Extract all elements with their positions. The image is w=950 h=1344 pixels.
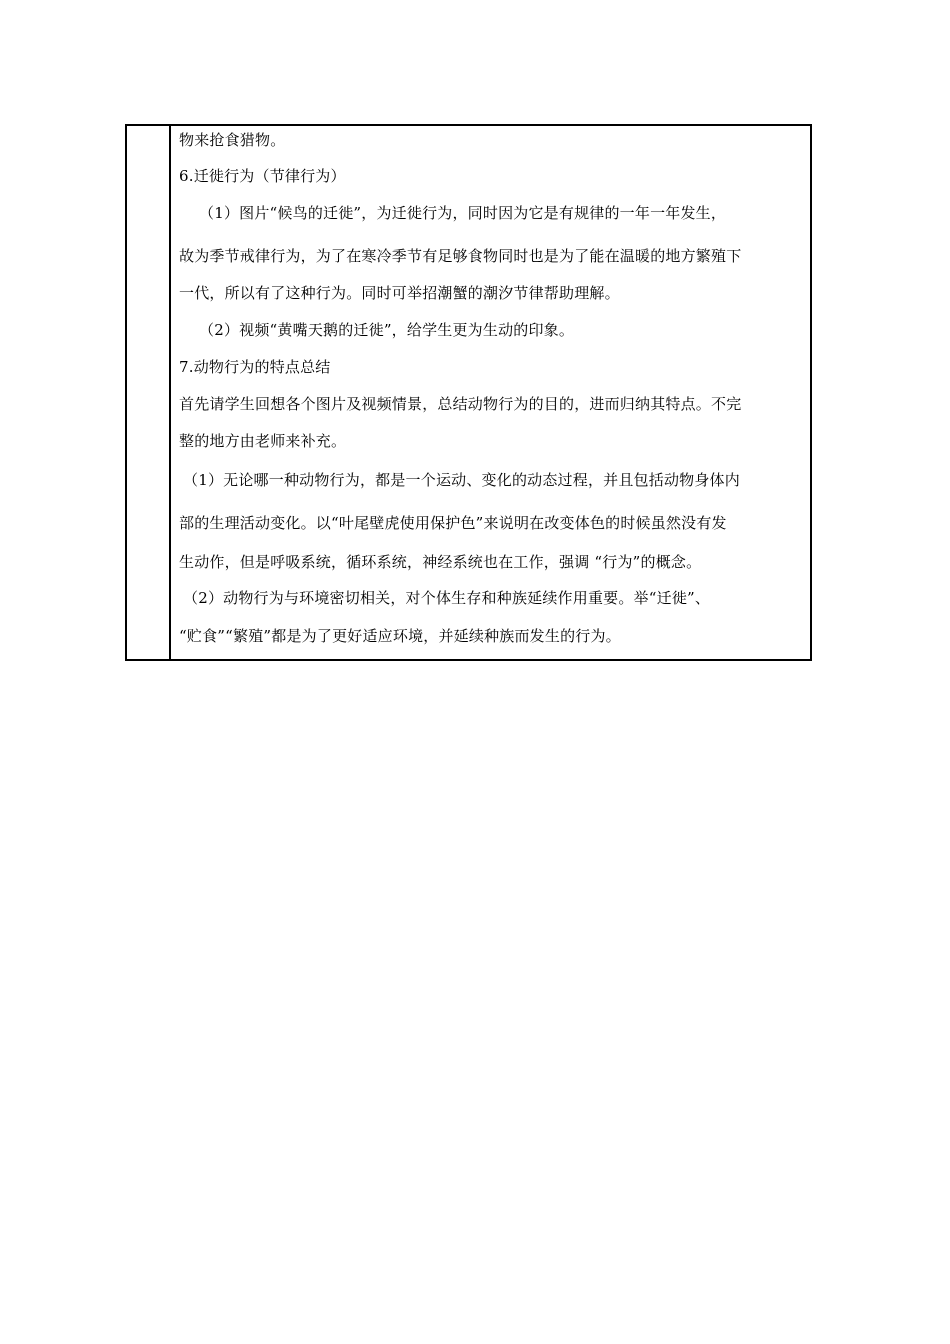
- text-line: （1）无论哪一种动物行为，都是一个运动、变化的动态过程，并且包括动物身体内: [183, 471, 740, 489]
- section-heading: 6.迁徙行为（节律行为）: [179, 167, 346, 185]
- text-line: 物来抢食猎物。: [179, 131, 286, 149]
- text-line: 故为季节戒律行为，为了在寒冷季节有足够食物同时也是为了能在温暖的地方繁殖下: [179, 247, 742, 265]
- text-line: 生动作，但是呼吸系统，循环系统，神经系统也在工作，强调 “行为”的概念。: [179, 553, 702, 571]
- table-left-cell: [127, 126, 171, 659]
- text-line: 一代，所以有了这种行为。同时可举招潮蟹的潮汐节律帮助理解。: [179, 284, 620, 302]
- text-line: 首先请学生回想各个图片及视频情景，总结动物行为的目的，进而归纳其特点。不完: [179, 395, 742, 413]
- text-line: 整的地方由老师来补充。: [179, 432, 347, 450]
- text-line: “贮食”“繁殖”都是为了更好适应环境，并延续种族而发生的行为。: [179, 627, 621, 645]
- content-table: [125, 124, 812, 661]
- text-line: （2）视频“黄嘴天鹅的迁徙”，给学生更为生动的印象。: [199, 321, 575, 339]
- text-line: （2）动物行为与环境密切相关，对个体生存和种族延续作用重要。举“迁徙”、: [183, 589, 711, 607]
- section-heading: 7.动物行为的特点总结: [179, 358, 331, 376]
- text-line: （1）图片“候鸟的迁徙”，为迁徙行为，同时因为它是有规律的一年一年发生，: [199, 204, 727, 222]
- table-right-cell: [171, 126, 810, 659]
- text-line: 部的生理活动变化。以“叶尾壁虎使用保护色”来说明在改变体色的时候虽然没有发: [179, 514, 727, 532]
